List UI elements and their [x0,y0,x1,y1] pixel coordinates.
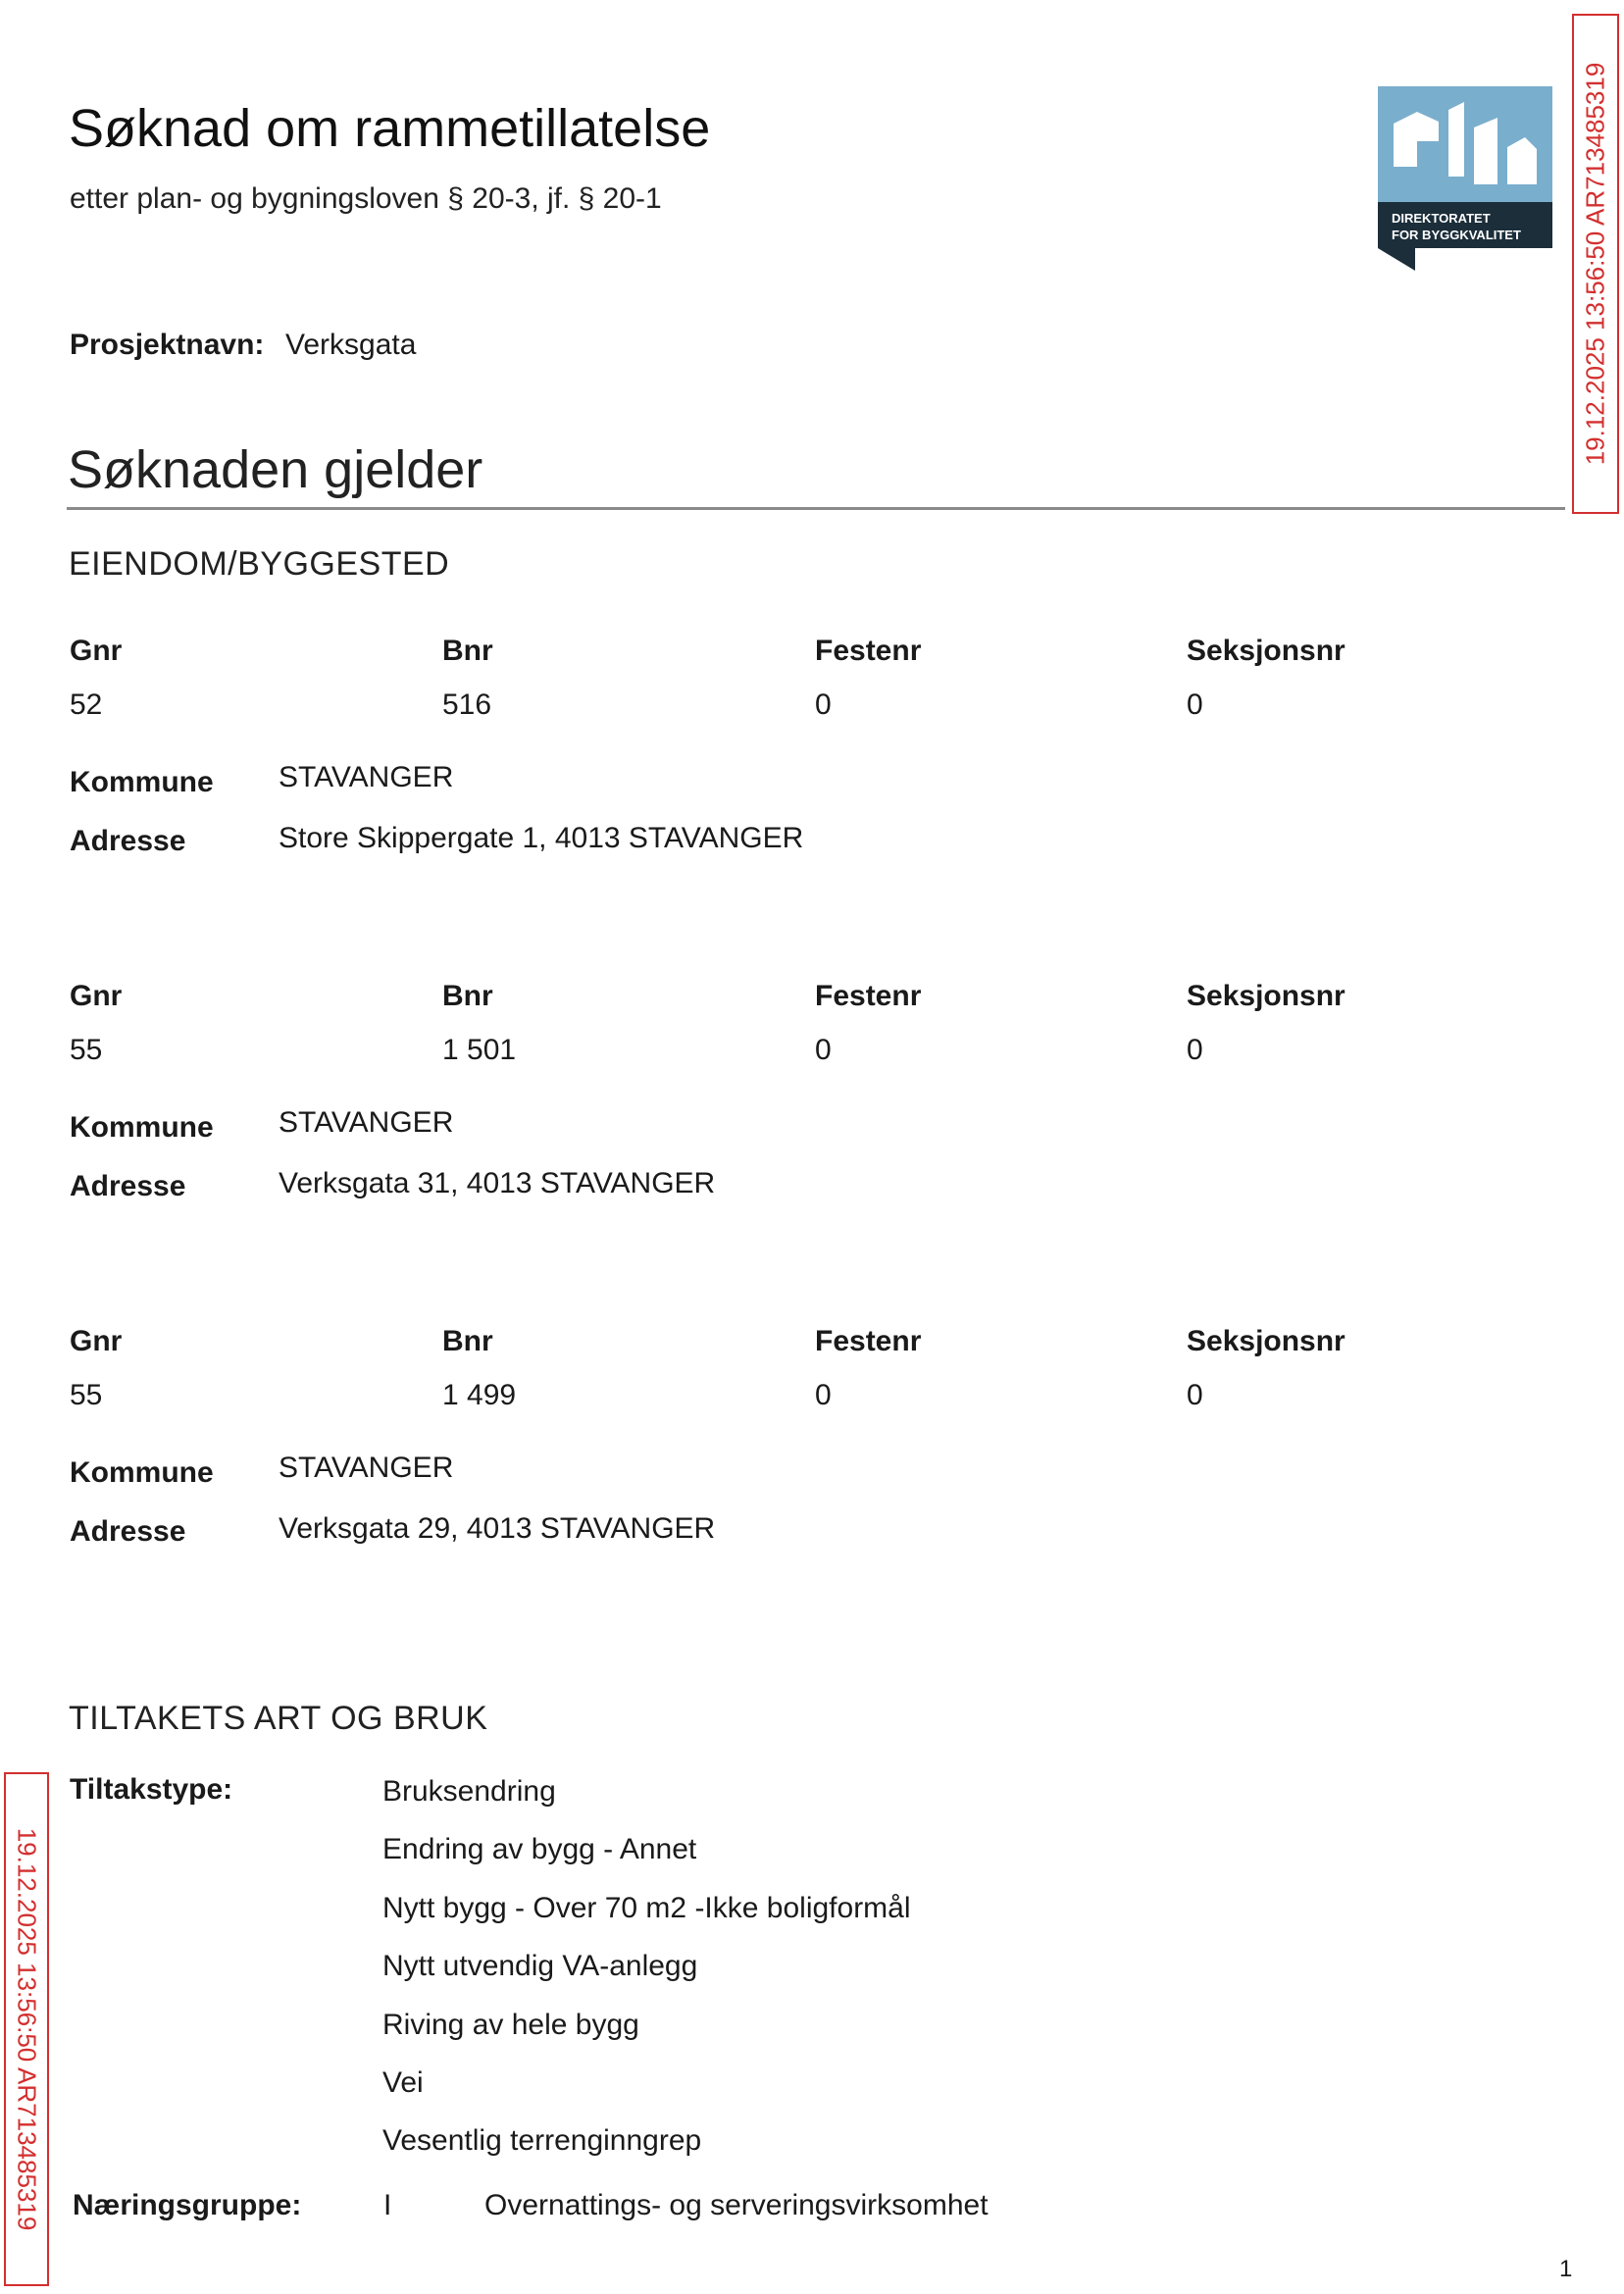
document-title: Søknad om rammetillatelse [69,99,711,158]
tiltakstype-item: Bruksendring [382,1775,556,1808]
festenr-value: 0 [815,1034,832,1066]
bnr-value: 1 499 [442,1379,517,1411]
section-heading-soknad: Søknaden gjelder [68,440,483,499]
festenr-label: Festenr [815,1325,922,1357]
bnr-label: Bnr [442,980,493,1012]
kommune-value: STAVANGER [279,761,454,793]
seksjonsnr-value: 0 [1187,1034,1203,1066]
dibk-logo [1378,86,1552,275]
tiltakstype-item: Endring av bygg - Annet [382,1833,697,1865]
page-number: 1 [1559,2256,1573,2282]
adresse-value: Verksgata 29, 4013 STAVANGER [279,1512,716,1545]
document-subtitle: etter plan- og bygningsloven § 20-3, jf. § 20-1 [70,182,662,215]
stamp-text: 19.12.2025 13:56:50 AR713485319 [12,1827,42,2231]
tiltakstype-item: Riving av hele bygg [382,2009,639,2041]
registration-stamp-top [1572,14,1619,514]
festenr-value: 0 [815,688,832,721]
dibk-logo-graphic [1378,86,1552,275]
kommune-value: STAVANGER [279,1106,454,1139]
gnr-value: 52 [70,688,103,721]
stamp-text: 19.12.2025 13:56:50 AR713485319 [1580,62,1610,466]
tiltak-heading: TILTAKETS ART OG BRUK [69,1700,488,1737]
adresse-label: Adresse [70,1515,186,1548]
seksjonsnr-label: Seksjonsnr [1187,635,1345,667]
registration-stamp-bottom [4,1772,49,2286]
logo-line1: DIREKTORATET [1392,211,1491,226]
bnr-label: Bnr [442,1325,493,1357]
tiltakstype-item: Nytt bygg - Over 70 m2 -Ikke boligformål [382,1892,911,1924]
kommune-value: STAVANGER [279,1452,454,1484]
project-name-label: Prosjektnavn: [70,329,265,361]
kommune-label: Kommune [70,1111,214,1144]
naeringsgruppe-label: Næringsgruppe: [73,2189,302,2221]
tiltakstype-item: Vei [382,2066,424,2099]
tiltakstype-item: Vesentlig terrenginngrep [382,2124,702,2157]
kommune-label: Kommune [70,1456,214,1489]
tiltakstype-item: Nytt utvendig VA-anlegg [382,1950,698,1982]
festenr-label: Festenr [815,980,922,1012]
gnr-value: 55 [70,1379,103,1411]
project-name-value: Verksgata [285,329,417,361]
gnr-label: Gnr [70,1325,123,1357]
gnr-value: 55 [70,1034,103,1066]
bnr-value: 516 [442,688,492,721]
adresse-value: Verksgata 31, 4013 STAVANGER [279,1167,716,1199]
seksjonsnr-label: Seksjonsnr [1187,980,1345,1012]
bnr-value: 1 501 [442,1034,517,1066]
seksjonsnr-value: 0 [1187,1379,1203,1411]
eiendom-heading: EIENDOM/BYGGESTED [69,545,450,583]
adresse-value: Store Skippergate 1, 4013 STAVANGER [279,822,804,854]
gnr-label: Gnr [70,980,123,1012]
seksjonsnr-label: Seksjonsnr [1187,1325,1345,1357]
adresse-label: Adresse [70,1170,186,1202]
festenr-label: Festenr [815,635,922,667]
naeringsgruppe-code: I [383,2189,392,2221]
festenr-value: 0 [815,1379,832,1411]
section-divider [67,507,1565,510]
adresse-label: Adresse [70,825,186,857]
logo-line2: FOR BYGGKVALITET [1392,228,1521,242]
seksjonsnr-value: 0 [1187,688,1203,721]
naeringsgruppe-value: Overnattings- og serveringsvirksomhet [484,2189,989,2221]
gnr-label: Gnr [70,635,123,667]
kommune-label: Kommune [70,766,214,798]
bnr-label: Bnr [442,635,493,667]
tiltakstype-label: Tiltakstype: [70,1773,233,1806]
